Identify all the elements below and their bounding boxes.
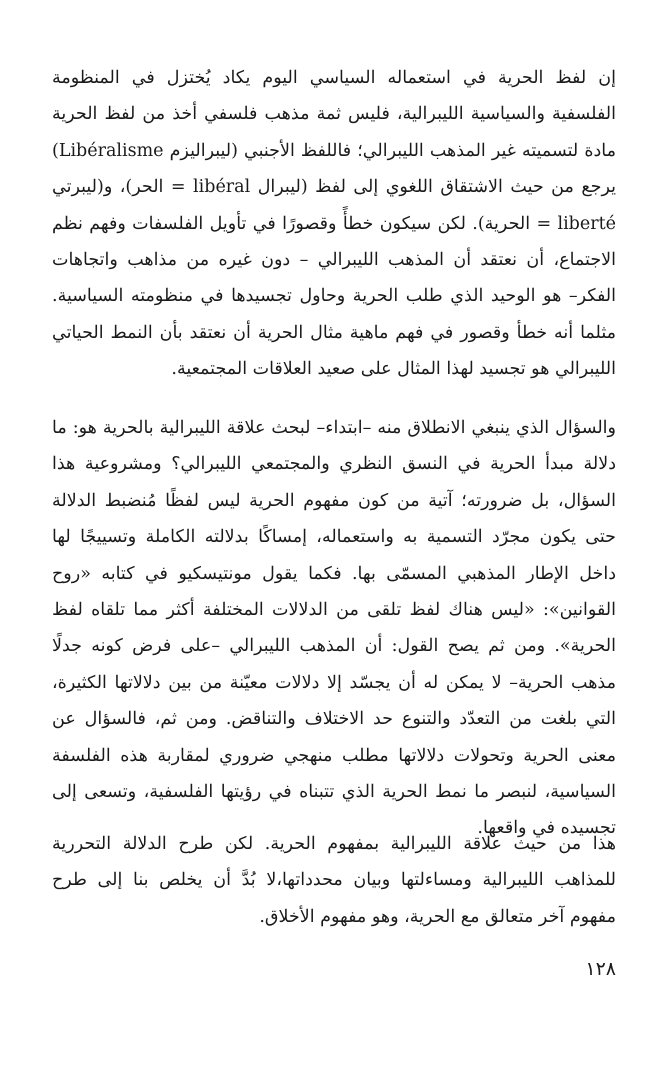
page-number: ١٢٨	[585, 958, 616, 980]
paragraph-liberalism-freedom-term: إن لفظ الحرية في استعماله السياسي اليوم يكاد يُختزل في المنظومة الفلسفية والسياسية الليبرالية، فليس ثمة مذهب فلسفي أخذ من لفظ الحرية مادة لتسميته غير المذهب الليبرالي؛ فاللفظ الأجنبي (ليبراليزم Libéralisme) يرجع من حيث الاشتقاق اللغوي إلى لفظ (ليبرال libéral = الحر)، و(ليبرتي liberté = الحرية). لكن سيكون خطأً وقصورًا في تأويل الفلسفات وفهم نظم الاجتماع، أن نعتقد أن المذهب الليبرالي – دون غيره من مذاهب واتجاهات الفكر– هو الوحيد الذي طلب الحرية وحاول تجسيدها في منظومته السياسية. مثلما أنه خطأ وقصور في فهم ماهية مثال الحرية أن نعتقد بأن النمط الحياتي الليبرالي هو تجسيد لهذا المثال على صعيد العلاقات المجتمعية.	[52, 68, 616, 380]
paragraph-question-of-freedom: والسؤال الذي ينبغي الانطلاق منه –ابتداء– لبحث علاقة الليبرالية بالحرية هو: ما دلالة مبدأ الحرية في النسق النظري والمجتمعي الليبرالي؟ ومشروعية هذا السؤال، بل ضرورته؛ آتية من كون مفهوم الحرية ليس لفظًا مُنضبط الدلالة حتى يكون مجرّد التسمية به واستعماله، إمساكًا بدلالته الكاملة وتسييجًا لها داخل الإطار المذهبي المسمّى بها. فكما يقول مونتيسكيو في كتابه «روح القوانين»: «ليس هناك لفظ تلقى من الدلالات المختلفة أكثر مما تلقاه لفظ الحرية». ومن ثم يصح القول: أن المذهب الليبرالي –على فرض كونه جدلًا مذهب الحرية– لا يمكن له أن يجسّد إلا دلالات معيّنة من بين دلالاتها الكثيرة، التي بلغت من التعدّد والتنوع حد الاختلاف والتناقض. ومن ثم، فالسؤال عن معنى الحرية وتحولات دلالاتها مطلب منهجي ضروري لمقاربة هذه الفلسفة السياسية، لنبصر ما نمط الحرية الذي تتبناه في رؤيتها الفلسفية، وتسعى إلى تجسيده في واقعها.	[52, 418, 616, 839]
paragraph-ethics-transition: هذا من حيث علاقة الليبرالية بمفهوم الحرية. لكن طرح الدلالة التحررية للمذاهب الليبرالية ومساءلتها وبيان محدداتها،لا بُدَّ أن يخلص بنا إلى طرح مفهوم آخر متعالق مع الحرية، وهو مفهوم الأخلاق.	[52, 834, 616, 927]
